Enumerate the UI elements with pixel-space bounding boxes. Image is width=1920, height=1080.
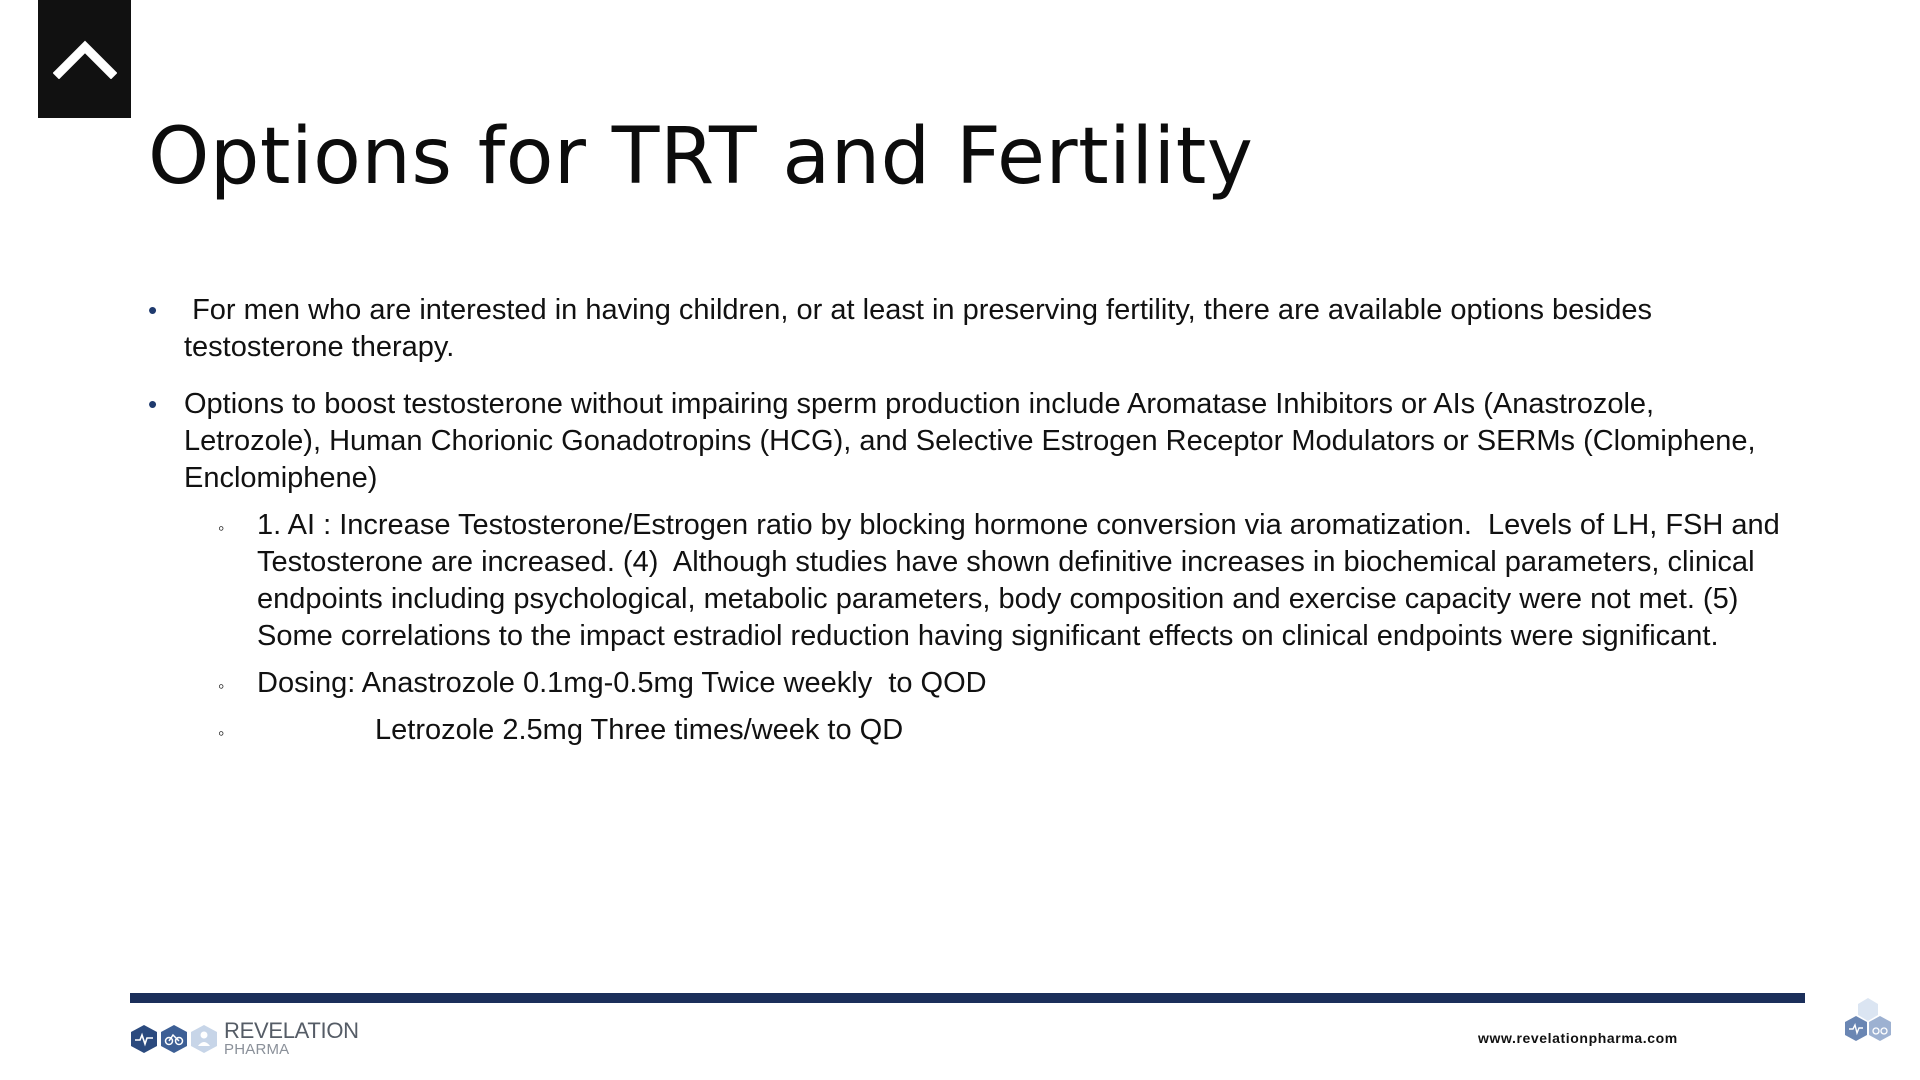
website-url: www.revelationpharma.com <box>1478 1030 1678 1046</box>
bullet-item <box>148 386 1798 497</box>
corner-logo-icon <box>1842 996 1894 1054</box>
sub-bullet-text: Dosing: Anastrozole 0.1mg-0.5mg Twice weekly to QOD <box>257 667 987 699</box>
sub-bullet-item <box>148 712 1798 749</box>
logo-text <box>224 1020 359 1057</box>
sub-bullet-item <box>148 507 1798 655</box>
slide-content <box>148 292 1798 759</box>
logo-hex-icons <box>130 1024 218 1054</box>
bullet-text: Options to boost testosterone without impairing sperm production include Aromatase Inhibitors or AIs (Anastrozole, Letrozole), Human Chorionic Gonadotropins (HCG), and Selective Estrogen Receptor Modulators or SERMs (Clomiphene, Enclomiphene) <box>184 388 1756 494</box>
heartbeat-hex-icon <box>130 1024 158 1054</box>
revelation-pharma-logo <box>130 1020 359 1057</box>
bullet-item <box>148 292 1798 366</box>
bullet-marker: • <box>148 295 158 325</box>
sub-bullet-marker: ◦ <box>218 518 225 538</box>
slide-title: Options for TRT and Fertility <box>148 112 1254 202</box>
bullet-marker: • <box>148 389 158 419</box>
scroll-to-top-button[interactable] <box>38 0 131 118</box>
bullet-text: For men who are interested in having children, or at least in preserving fertility, there are available options besides testosterone therapy. <box>184 294 1661 363</box>
sub-bullet-marker: ◦ <box>218 676 225 696</box>
logo-name: REVELATION <box>224 1018 359 1043</box>
person-hex-icon <box>190 1024 218 1054</box>
sub-bullet-item <box>148 665 1798 702</box>
footer-divider <box>130 993 1805 1003</box>
sub-bullet-text: 1. AI : Increase Testosterone/Estrogen ratio by blocking hormone conversion via aromatization. Levels of LH, FSH and Testosterone are increased. (4) Although studies have shown definitive increases in biochemical parameters, clinical endpoints including psychological, metabolic parameters, body composition and exercise capacity were not met. (5) Some correlations to the impact estradiol reduction having significant effects on clinical endpoints were significant. <box>257 509 1788 652</box>
logo-subname: PHARMA <box>224 1041 290 1058</box>
sub-bullet-text: Letrozole 2.5mg Three times/week to QD <box>375 714 904 746</box>
chevron-up-icon <box>53 39 117 79</box>
bike-hex-icon <box>160 1024 188 1054</box>
sub-bullet-marker: ◦ <box>218 723 225 743</box>
